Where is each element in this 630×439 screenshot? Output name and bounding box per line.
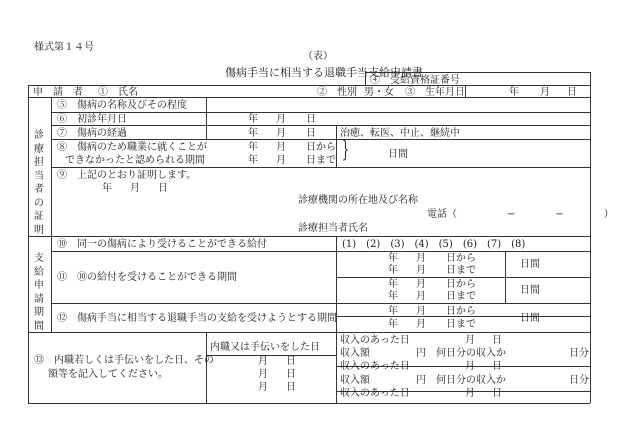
certify-day-unit: 日 [158, 183, 168, 194]
sw2-month-unit: 月 [258, 369, 268, 380]
doctor-name-label: 診療担当者氏名 [298, 223, 368, 234]
income2-yen-unit: 円 [416, 375, 426, 386]
p11b-from-unit: 日から [446, 279, 476, 290]
p11a-until-unit: 日まで [446, 265, 476, 276]
income-amount-label-2: 収入額 [340, 375, 370, 386]
sex-options[interactable]: 男・女 [364, 87, 394, 98]
income1-month-unit: 月 [465, 335, 475, 346]
first-visit-day-unit: 日 [306, 114, 316, 125]
side-work-label-2: 額等を記入してください。 [48, 369, 168, 380]
unable-to-year-unit: 年 [248, 155, 258, 166]
unable-from-year-unit: 年 [248, 142, 258, 153]
birthdate-label: ③ 生年月日 [405, 87, 465, 98]
unable-to-month-unit: 月 [276, 155, 286, 166]
income1-day-unit: 日 [492, 335, 502, 346]
applicant-name-label: ① 氏名 [98, 87, 138, 98]
unable-period-label-2: できなかったと認められる期間 [65, 155, 205, 166]
doctor-cert-side-label: 診 療 担 当 者 の 証 明 [34, 130, 44, 236]
income2-day-count-unit: 日分 [569, 375, 589, 386]
p11b-until-unit: 日まで [446, 291, 476, 302]
p11a-year-unit: 年 [388, 253, 398, 264]
period-brace: } [342, 138, 349, 163]
benefit-period-label: ⑪ ⑩の給付を受けることができる期間 [57, 272, 237, 283]
sw1-day-unit: 日 [286, 356, 296, 367]
p11b-days-unit: 日間 [520, 285, 540, 296]
sex-label: ② 性別 [317, 87, 357, 98]
benefit-label: ⑩ 同一の傷病により受けることができる給付 [57, 239, 267, 250]
phone-label: 電話（ − − ） [427, 209, 614, 220]
income2-per-day-label: 何日分の収入か [436, 375, 506, 386]
first-visit-year-unit: 年 [248, 114, 258, 125]
p11b-month-unit: 月 [416, 279, 426, 290]
form-title: 傷病手当に相当する退職手当支給申請書 [225, 66, 423, 79]
certify-year-unit: 年 [102, 183, 112, 194]
p11a-month-unit: 月 [416, 253, 426, 264]
p12-year2-unit: 年 [388, 319, 398, 330]
form-number: 様式第１４号 [34, 42, 94, 53]
income3-month-unit: 月 [465, 388, 475, 399]
p11a-year2-unit: 年 [388, 265, 398, 276]
first-visit-month-unit: 月 [276, 114, 286, 125]
progress-month-unit: 月 [276, 128, 286, 139]
side-work-label-1: ⑬ 内職若しくは手伝いをした日、その [34, 355, 214, 366]
sw3-month-unit: 月 [258, 382, 268, 393]
income-date-label-1: 収入のあった日 [340, 335, 410, 346]
first-visit-label: ⑥ 初診年月日 [57, 114, 127, 125]
applicant-label: 申 請 者 [33, 87, 83, 98]
benefit-options[interactable]: (1) (2) (3) (4) (5) (6) (7) (8) [342, 239, 526, 250]
outcome-options[interactable]: 治癒、転医、中止、継続中 [340, 128, 460, 139]
p12-from-unit: 日から [446, 306, 476, 317]
sw2-day-unit: 日 [286, 369, 296, 380]
period-side-label: 支 給 申 請 期 間 [34, 253, 44, 332]
p11b-year-unit: 年 [388, 279, 398, 290]
annex-label: （表） [303, 51, 333, 62]
p11a-month2-unit: 月 [416, 265, 426, 276]
p12-month2-unit: 月 [416, 319, 426, 330]
income-amount-label-1: 収入額 [340, 348, 370, 359]
p11b-month2-unit: 月 [416, 291, 426, 302]
birth-month-unit: 月 [540, 87, 550, 98]
diagnosis-label: ⑤ 傷病の名称及びその程度 [57, 100, 187, 111]
sw1-month-unit: 月 [258, 356, 268, 367]
progress-label: ⑦ 傷病の経過 [57, 128, 127, 139]
p12-until-unit: 日まで [446, 319, 476, 330]
p11a-from-unit: 日から [446, 253, 476, 264]
unable-period-label-1: ⑧ 傷病のため職業に就くことが [57, 142, 207, 153]
unable-from-month-unit: 月 [276, 142, 286, 153]
certify-statement: ⑨ 上記のとおり証明します。 [57, 170, 197, 181]
unable-from-day-unit: 日から [306, 142, 336, 153]
income2-day-unit: 日 [492, 361, 502, 372]
income1-yen-unit: 円 [416, 348, 426, 359]
p11b-year2-unit: 年 [388, 291, 398, 302]
income-date-label-3: 収入のあった日 [340, 388, 410, 399]
birth-year-unit: 年 [509, 87, 519, 98]
income3-day-unit: 日 [492, 388, 502, 399]
unable-to-day-unit: 日まで [306, 155, 336, 166]
p12-days-unit: 日間 [520, 313, 540, 324]
progress-year-unit: 年 [248, 128, 258, 139]
unable-days-unit: 日間 [388, 149, 408, 160]
clinic-label: 診療機関の所在地及び名称 [298, 195, 418, 206]
sw3-day-unit: 日 [286, 382, 296, 393]
income-date-label-2: 収入のあった日 [340, 361, 410, 372]
income1-day-count-unit: 日分 [569, 348, 589, 359]
income1-per-day-label: 何日分の収入か [436, 348, 506, 359]
side-work-col-title: 内職又は手伝いをした日 [210, 342, 320, 353]
progress-day-unit: 日 [306, 128, 316, 139]
requested-period-label: ⑫ 傷病手当に相当する退職手当の支給を受けようとする期間 [57, 313, 337, 324]
income2-month-unit: 月 [465, 361, 475, 372]
birth-day-unit: 日 [567, 87, 577, 98]
p12-year-unit: 年 [388, 306, 398, 317]
p11a-days-unit: 日間 [520, 259, 540, 270]
certify-month-unit: 月 [130, 183, 140, 194]
qualification-cert-label: ④ 受給資格証番号 [370, 75, 460, 86]
p12-month-unit: 月 [416, 306, 426, 317]
